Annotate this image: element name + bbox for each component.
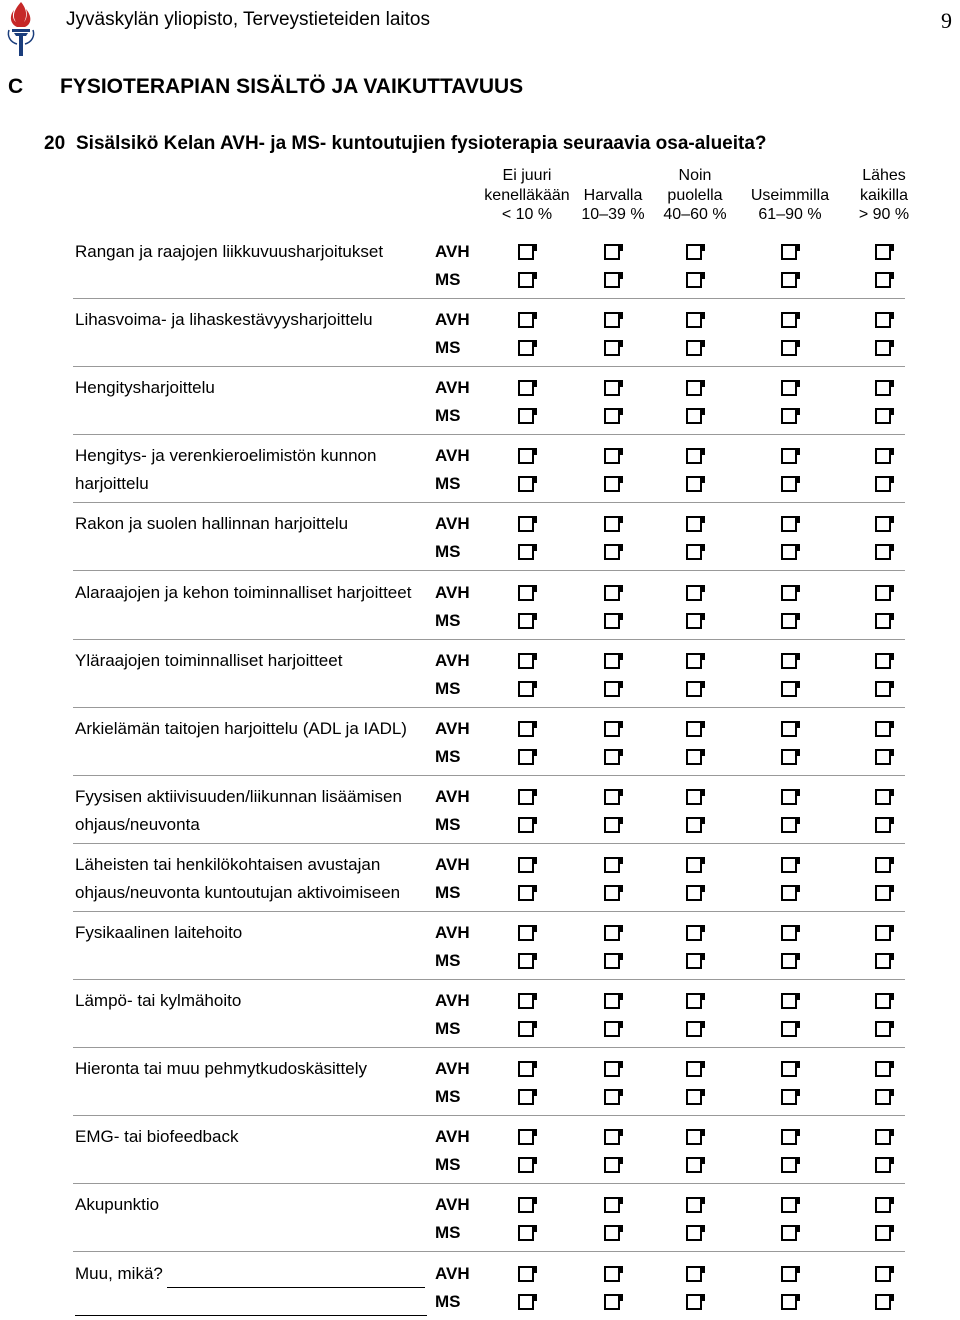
checkbox-avh-option-1[interactable] bbox=[518, 653, 534, 669]
checkbox-ms-option-5[interactable] bbox=[875, 817, 891, 833]
row-label-text: EMG- tai biofeedback bbox=[75, 1127, 239, 1146]
row-separator bbox=[73, 639, 905, 640]
checkbox-avh-option-5[interactable] bbox=[875, 516, 891, 532]
checkbox-ms-option-5[interactable] bbox=[875, 885, 891, 901]
row-label-text: Arkielämän taitojen harjoittelu (ADL ja IADL) bbox=[75, 719, 407, 738]
checkbox-avh-option-3[interactable] bbox=[686, 857, 702, 873]
checkbox-ms-option-3[interactable] bbox=[686, 1157, 702, 1173]
checkbox-ms-option-2[interactable] bbox=[604, 953, 620, 969]
checkbox-ms-option-3[interactable] bbox=[686, 681, 702, 697]
checkbox-avh-option-4[interactable] bbox=[781, 1266, 797, 1282]
checkbox-avh-option-3[interactable] bbox=[686, 925, 702, 941]
column-header-line: puolella bbox=[667, 186, 723, 204]
row-label-text: Rangan ja raajojen liikkuvuusharjoitukset bbox=[75, 242, 384, 261]
checkbox-ms-option-5[interactable] bbox=[875, 340, 891, 356]
checkbox-avh-option-1[interactable] bbox=[518, 1266, 534, 1282]
checkbox-avh-option-1[interactable] bbox=[518, 1129, 534, 1145]
column-header bbox=[477, 166, 577, 225]
checkbox-avh-option-2[interactable] bbox=[604, 516, 620, 532]
column-header-line: Noin bbox=[678, 167, 712, 184]
checkbox-avh-option-5[interactable] bbox=[875, 312, 891, 328]
group-label-avh: AVH bbox=[435, 583, 470, 602]
checkbox-avh-option-1[interactable] bbox=[518, 789, 534, 805]
checkbox-ms-option-1[interactable] bbox=[518, 613, 534, 629]
column-header-line: Lähes bbox=[862, 167, 906, 184]
row-label bbox=[75, 715, 407, 743]
row-label bbox=[75, 442, 376, 470]
row-label-text: Hengitys- ja verenkieroelimistön kunnon bbox=[75, 446, 377, 465]
checkbox-ms-option-3[interactable] bbox=[686, 817, 702, 833]
group-label-avh: AVH bbox=[435, 446, 470, 465]
checkbox-ms-option-1[interactable] bbox=[518, 681, 534, 697]
checkbox-avh-option-5[interactable] bbox=[875, 1061, 891, 1077]
group-label-ms: MS bbox=[435, 1019, 461, 1038]
group-label-avh: AVH bbox=[435, 719, 470, 738]
group-label-ms: MS bbox=[435, 951, 461, 970]
checkbox-avh-option-3[interactable] bbox=[686, 1061, 702, 1077]
row-separator bbox=[73, 911, 905, 912]
checkbox-ms-option-3[interactable] bbox=[686, 476, 702, 492]
group-label-avh: AVH bbox=[435, 855, 470, 874]
checkbox-ms-option-4[interactable] bbox=[781, 408, 797, 424]
checkbox-ms-option-4[interactable] bbox=[781, 681, 797, 697]
checkbox-avh-option-4[interactable] bbox=[781, 244, 797, 260]
group-label-avh: AVH bbox=[435, 787, 470, 806]
row-label bbox=[75, 306, 373, 334]
row-label-continued: harjoittelu bbox=[75, 474, 149, 493]
checkbox-ms-option-1[interactable] bbox=[518, 1225, 534, 1241]
row-label bbox=[75, 238, 383, 266]
row-label bbox=[75, 579, 411, 607]
group-label-ms: MS bbox=[435, 1155, 461, 1174]
column-header bbox=[645, 166, 745, 225]
row-label bbox=[75, 374, 215, 402]
section-title: FYSIOTERAPIAN SISÄLTÖ JA VAIKUTTAVUUS bbox=[60, 75, 524, 98]
checkbox-ms-option-2[interactable] bbox=[604, 340, 620, 356]
checkbox-ms-option-3[interactable] bbox=[686, 953, 702, 969]
checkbox-ms-option-1[interactable] bbox=[518, 1021, 534, 1037]
checkbox-avh-option-1[interactable] bbox=[518, 516, 534, 532]
page-number: 9 bbox=[941, 8, 952, 33]
checkbox-avh-option-4[interactable] bbox=[781, 653, 797, 669]
row-label bbox=[75, 919, 242, 947]
row-separator bbox=[73, 775, 905, 776]
checkbox-ms-option-4[interactable] bbox=[781, 817, 797, 833]
row-label-text: Läheisten tai henkilökohtaisen avustajan bbox=[75, 855, 381, 874]
checkbox-avh-option-2[interactable] bbox=[604, 1197, 620, 1213]
checkbox-ms-option-4[interactable] bbox=[781, 476, 797, 492]
checkbox-ms-option-1[interactable] bbox=[518, 544, 534, 560]
group-label-avh: AVH bbox=[435, 1264, 470, 1283]
row-separator bbox=[73, 979, 905, 980]
checkbox-ms-option-4[interactable] bbox=[781, 1157, 797, 1173]
checkbox-ms-option-2[interactable] bbox=[604, 476, 620, 492]
group-label-avh: AVH bbox=[435, 1059, 470, 1078]
checkbox-avh-option-3[interactable] bbox=[686, 993, 702, 1009]
column-header-line: 40–60 % bbox=[663, 206, 727, 223]
checkbox-ms-option-4[interactable] bbox=[781, 885, 797, 901]
row-label-text: Rakon ja suolen hallinnan harjoittelu bbox=[75, 514, 349, 533]
checkbox-ms-option-4[interactable] bbox=[781, 953, 797, 969]
group-label-ms: MS bbox=[435, 542, 461, 561]
checkbox-ms-option-5[interactable] bbox=[875, 408, 891, 424]
checkbox-ms-option-2[interactable] bbox=[604, 817, 620, 833]
row-separator bbox=[73, 1047, 905, 1048]
group-label-ms: MS bbox=[435, 815, 461, 834]
checkbox-avh-option-4[interactable] bbox=[781, 1061, 797, 1077]
checkbox-ms-option-2[interactable] bbox=[604, 1157, 620, 1173]
checkbox-ms-option-2[interactable] bbox=[604, 1021, 620, 1037]
checkbox-ms-option-1[interactable] bbox=[518, 885, 534, 901]
row-label-text: Lihasvoima- ja lihaskestävyysharjoittelu bbox=[75, 310, 373, 329]
column-header bbox=[740, 166, 840, 225]
group-label-ms: MS bbox=[435, 1292, 461, 1311]
checkbox-avh-option-5[interactable] bbox=[875, 1129, 891, 1145]
checkbox-avh-option-1[interactable] bbox=[518, 1197, 534, 1213]
checkbox-ms-option-5[interactable] bbox=[875, 1089, 891, 1105]
row-separator bbox=[73, 1251, 905, 1252]
checkbox-avh-option-4[interactable] bbox=[781, 312, 797, 328]
checkbox-ms-option-1[interactable] bbox=[518, 749, 534, 765]
checkbox-avh-option-3[interactable] bbox=[686, 653, 702, 669]
row-label-text: Yläraajojen toiminnalliset harjoitteet bbox=[75, 651, 343, 670]
checkbox-avh-option-2[interactable] bbox=[604, 380, 620, 396]
group-label-avh: AVH bbox=[435, 514, 470, 533]
checkbox-ms-option-2[interactable] bbox=[604, 544, 620, 560]
group-label-ms: MS bbox=[435, 1223, 461, 1242]
checkbox-avh-option-4[interactable] bbox=[781, 993, 797, 1009]
checkbox-ms-option-4[interactable] bbox=[781, 272, 797, 288]
checkbox-ms-option-5[interactable] bbox=[875, 272, 891, 288]
checkbox-avh-option-1[interactable] bbox=[518, 312, 534, 328]
checkbox-ms-option-4[interactable] bbox=[781, 613, 797, 629]
checkbox-ms-option-5[interactable] bbox=[875, 544, 891, 560]
checkbox-avh-option-5[interactable] bbox=[875, 857, 891, 873]
checkbox-avh-option-4[interactable] bbox=[781, 516, 797, 532]
checkbox-avh-option-2[interactable] bbox=[604, 653, 620, 669]
column-header-line bbox=[740, 166, 840, 186]
checkbox-avh-option-1[interactable] bbox=[518, 721, 534, 737]
row-label bbox=[75, 987, 241, 1015]
other-specify-input-line2[interactable] bbox=[75, 1295, 427, 1316]
checkbox-ms-option-3[interactable] bbox=[686, 340, 702, 356]
checkbox-avh-option-4[interactable] bbox=[781, 925, 797, 941]
checkbox-ms-option-2[interactable] bbox=[604, 1089, 620, 1105]
group-label-ms: MS bbox=[435, 883, 461, 902]
checkbox-avh-option-4[interactable] bbox=[781, 857, 797, 873]
row-label bbox=[75, 783, 402, 811]
checkbox-ms-option-2[interactable] bbox=[604, 613, 620, 629]
row-separator bbox=[73, 1183, 905, 1184]
column-header-line: kaikilla bbox=[859, 186, 908, 204]
checkbox-avh-option-1[interactable] bbox=[518, 585, 534, 601]
checkbox-avh-option-3[interactable] bbox=[686, 244, 702, 260]
other-specify-input[interactable] bbox=[167, 1267, 425, 1288]
question-number: 20 bbox=[44, 133, 66, 154]
checkbox-avh-option-5[interactable] bbox=[875, 925, 891, 941]
row-separator bbox=[73, 707, 905, 708]
group-label-ms: MS bbox=[435, 338, 461, 357]
checkbox-ms-option-1[interactable] bbox=[518, 272, 534, 288]
row-label bbox=[75, 851, 380, 879]
row-label bbox=[75, 1191, 159, 1219]
checkbox-ms-option-2[interactable] bbox=[604, 885, 620, 901]
checkbox-avh-option-2[interactable] bbox=[604, 721, 620, 737]
checkbox-ms-option-2[interactable] bbox=[604, 272, 620, 288]
checkbox-avh-option-2[interactable] bbox=[604, 925, 620, 941]
row-separator bbox=[73, 434, 905, 435]
checkbox-avh-option-3[interactable] bbox=[686, 1266, 702, 1282]
checkbox-avh-option-3[interactable] bbox=[686, 380, 702, 396]
checkbox-avh-option-1[interactable] bbox=[518, 1061, 534, 1077]
column-header-line: 10–39 % bbox=[581, 206, 645, 223]
checkbox-avh-option-2[interactable] bbox=[604, 1129, 620, 1145]
checkbox-ms-option-4[interactable] bbox=[781, 1225, 797, 1241]
checkbox-ms-option-1[interactable] bbox=[518, 1157, 534, 1173]
checkbox-ms-option-1[interactable] bbox=[518, 1294, 534, 1310]
institution-name: Jyväskylän yliopisto, Terveystieteiden laitos bbox=[66, 9, 430, 30]
row-label-text: Fyysisen aktiivisuuden/liikunnan lisäämisen bbox=[75, 787, 402, 806]
checkbox-ms-option-1[interactable] bbox=[518, 476, 534, 492]
group-label-ms: MS bbox=[435, 1087, 461, 1106]
checkbox-avh-option-4[interactable] bbox=[781, 448, 797, 464]
checkbox-avh-option-1[interactable] bbox=[518, 993, 534, 1009]
checkbox-ms-option-1[interactable] bbox=[518, 1089, 534, 1105]
column-header bbox=[834, 166, 934, 225]
checkbox-avh-option-4[interactable] bbox=[781, 1197, 797, 1213]
row-separator bbox=[73, 502, 905, 503]
checkbox-avh-option-5[interactable] bbox=[875, 721, 891, 737]
row-separator bbox=[73, 366, 905, 367]
group-label-avh: AVH bbox=[435, 378, 470, 397]
checkbox-ms-option-3[interactable] bbox=[686, 544, 702, 560]
checkbox-avh-option-2[interactable] bbox=[604, 1266, 620, 1282]
row-label-text: Hieronta tai muu pehmytkudoskäsittely bbox=[75, 1059, 367, 1078]
checkbox-avh-option-5[interactable] bbox=[875, 448, 891, 464]
row-label-text: Akupunktio bbox=[75, 1195, 160, 1214]
row-separator bbox=[73, 843, 905, 844]
checkbox-avh-option-5[interactable] bbox=[875, 789, 891, 805]
group-label-ms: MS bbox=[435, 747, 461, 766]
checkbox-avh-option-5[interactable] bbox=[875, 1266, 891, 1282]
checkbox-avh-option-2[interactable] bbox=[604, 448, 620, 464]
checkbox-avh-option-4[interactable] bbox=[781, 1129, 797, 1145]
checkbox-ms-option-5[interactable] bbox=[875, 1157, 891, 1173]
checkbox-ms-option-2[interactable] bbox=[604, 1225, 620, 1241]
checkbox-ms-option-5[interactable] bbox=[875, 1021, 891, 1037]
group-label-ms: MS bbox=[435, 270, 461, 289]
checkbox-ms-option-4[interactable] bbox=[781, 1089, 797, 1105]
checkbox-avh-option-1[interactable] bbox=[518, 925, 534, 941]
row-separator bbox=[73, 1115, 905, 1116]
checkbox-ms-option-4[interactable] bbox=[781, 749, 797, 765]
row-label-continued: ohjaus/neuvonta bbox=[75, 815, 200, 834]
checkbox-avh-option-2[interactable] bbox=[604, 585, 620, 601]
checkbox-avh-option-3[interactable] bbox=[686, 585, 702, 601]
checkbox-ms-option-5[interactable] bbox=[875, 613, 891, 629]
row-label-text: Lämpö- tai kylmähoito bbox=[75, 991, 242, 1010]
checkbox-ms-option-4[interactable] bbox=[781, 544, 797, 560]
group-label-ms: MS bbox=[435, 474, 461, 493]
checkbox-avh-option-1[interactable] bbox=[518, 244, 534, 260]
group-label-ms: MS bbox=[435, 406, 461, 425]
group-label-avh: AVH bbox=[435, 991, 470, 1010]
checkbox-avh-option-3[interactable] bbox=[686, 516, 702, 532]
checkbox-ms-option-1[interactable] bbox=[518, 408, 534, 424]
checkbox-ms-option-3[interactable] bbox=[686, 408, 702, 424]
checkbox-avh-option-5[interactable] bbox=[875, 244, 891, 260]
checkbox-ms-option-4[interactable] bbox=[781, 1294, 797, 1310]
checkbox-ms-option-3[interactable] bbox=[686, 1021, 702, 1037]
group-label-avh: AVH bbox=[435, 1127, 470, 1146]
checkbox-avh-option-2[interactable] bbox=[604, 312, 620, 328]
checkbox-avh-option-2[interactable] bbox=[604, 1061, 620, 1077]
checkbox-ms-option-3[interactable] bbox=[686, 272, 702, 288]
checkbox-avh-option-3[interactable] bbox=[686, 1129, 702, 1145]
checkbox-avh-option-3[interactable] bbox=[686, 721, 702, 737]
checkbox-ms-option-2[interactable] bbox=[604, 408, 620, 424]
row-separator bbox=[73, 570, 905, 571]
university-logo-icon bbox=[4, 0, 38, 58]
checkbox-avh-option-4[interactable] bbox=[781, 789, 797, 805]
group-label-avh: AVH bbox=[435, 242, 470, 261]
row-label bbox=[75, 1055, 367, 1083]
page-header bbox=[0, 0, 960, 60]
checkbox-avh-option-3[interactable] bbox=[686, 789, 702, 805]
checkbox-ms-option-5[interactable] bbox=[875, 749, 891, 765]
checkbox-ms-option-1[interactable] bbox=[518, 817, 534, 833]
checkbox-ms-option-4[interactable] bbox=[781, 1021, 797, 1037]
checkbox-avh-option-5[interactable] bbox=[875, 653, 891, 669]
row-label-text: Hengitysharjoittelu bbox=[75, 378, 215, 397]
checkbox-ms-option-5[interactable] bbox=[875, 1294, 891, 1310]
checkbox-avh-option-2[interactable] bbox=[604, 857, 620, 873]
checkbox-avh-option-1[interactable] bbox=[518, 857, 534, 873]
column-header-line: Useimmilla bbox=[750, 186, 830, 204]
checkbox-avh-option-3[interactable] bbox=[686, 448, 702, 464]
question-text: Sisälsikö Kelan AVH- ja MS- kuntoutujien fysioterapia seuraavia osa-alueita? bbox=[76, 133, 767, 154]
checkbox-ms-option-2[interactable] bbox=[604, 1294, 620, 1310]
checkbox-ms-option-3[interactable] bbox=[686, 1294, 702, 1310]
checkbox-avh-option-3[interactable] bbox=[686, 312, 702, 328]
row-label bbox=[75, 1260, 425, 1288]
checkbox-avh-option-4[interactable] bbox=[781, 585, 797, 601]
row-label bbox=[75, 1123, 238, 1151]
checkbox-ms-option-3[interactable] bbox=[686, 613, 702, 629]
checkbox-ms-option-3[interactable] bbox=[686, 1225, 702, 1241]
checkbox-ms-option-4[interactable] bbox=[781, 340, 797, 356]
group-label-avh: AVH bbox=[435, 310, 470, 329]
group-label-avh: AVH bbox=[435, 651, 470, 670]
column-header-line: Harvalla bbox=[583, 186, 643, 204]
checkbox-ms-option-3[interactable] bbox=[686, 1089, 702, 1105]
group-label-avh: AVH bbox=[435, 923, 470, 942]
row-label-text: Muu, mikä? bbox=[75, 1264, 163, 1283]
group-label-avh: AVH bbox=[435, 1195, 470, 1214]
checkbox-ms-option-5[interactable] bbox=[875, 681, 891, 697]
row-separator bbox=[73, 298, 905, 299]
checkbox-avh-option-1[interactable] bbox=[518, 448, 534, 464]
checkbox-avh-option-5[interactable] bbox=[875, 993, 891, 1009]
column-header-line: kenelläkään bbox=[484, 186, 570, 204]
checkbox-avh-option-5[interactable] bbox=[875, 380, 891, 396]
checkbox-avh-option-2[interactable] bbox=[604, 244, 620, 260]
group-label-ms: MS bbox=[435, 611, 461, 630]
column-header-line: Ei juuri bbox=[502, 167, 552, 184]
checkbox-ms-option-3[interactable] bbox=[686, 749, 702, 765]
column-header-line: 61–90 % bbox=[758, 206, 822, 223]
checkbox-ms-option-2[interactable] bbox=[604, 749, 620, 765]
checkbox-ms-option-2[interactable] bbox=[604, 681, 620, 697]
checkbox-ms-option-5[interactable] bbox=[875, 476, 891, 492]
checkbox-ms-option-1[interactable] bbox=[518, 953, 534, 969]
checkbox-ms-option-3[interactable] bbox=[686, 885, 702, 901]
checkbox-avh-option-2[interactable] bbox=[604, 789, 620, 805]
row-label-text: Fysikaalinen laitehoito bbox=[75, 923, 243, 942]
column-header-line: > 90 % bbox=[858, 206, 910, 223]
checkbox-avh-option-3[interactable] bbox=[686, 1197, 702, 1213]
checkbox-avh-option-5[interactable] bbox=[875, 1197, 891, 1213]
group-label-ms: MS bbox=[435, 679, 461, 698]
row-label-continued: ohjaus/neuvonta kuntoutujan aktivoimiseen bbox=[75, 883, 401, 902]
checkbox-avh-option-4[interactable] bbox=[781, 380, 797, 396]
checkbox-ms-option-5[interactable] bbox=[875, 1225, 891, 1241]
checkbox-avh-option-4[interactable] bbox=[781, 721, 797, 737]
checkbox-ms-option-1[interactable] bbox=[518, 340, 534, 356]
row-label bbox=[75, 510, 348, 538]
checkbox-avh-option-2[interactable] bbox=[604, 993, 620, 1009]
checkbox-avh-option-5[interactable] bbox=[875, 585, 891, 601]
section-letter: C bbox=[8, 75, 24, 98]
row-label bbox=[75, 647, 342, 675]
row-label-text: Alaraajojen ja kehon toiminnalliset harjoitteet bbox=[75, 583, 412, 602]
checkbox-avh-option-1[interactable] bbox=[518, 380, 534, 396]
column-header-line: < 10 % bbox=[501, 206, 553, 223]
checkbox-ms-option-5[interactable] bbox=[875, 953, 891, 969]
